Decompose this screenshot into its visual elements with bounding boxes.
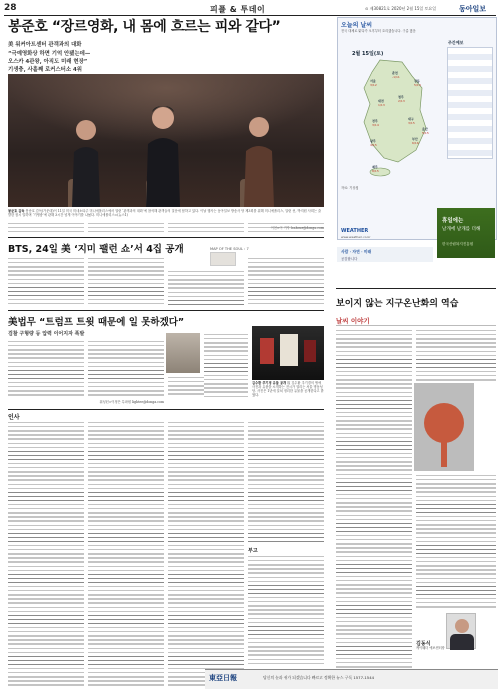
personnel-col-4 [248,421,324,543]
section-title: 피플 & 투데이 [210,5,266,14]
forest-service-ad[interactable] [437,208,495,258]
cardinal-caption [252,381,324,398]
bts-album-tag: MAP OF THE SOUL : 7 [210,247,249,251]
city-name: 부산 [412,137,418,141]
weather-source: 자료: 기상청 [341,186,359,190]
bts-body-col-2 [88,257,164,306]
footer-ad-text: 당신의 눈과 귀가 되겠습니다 빠르고 정확한 뉴스 구독 1577-1544 [263,675,375,680]
city-temperature: 5/14 [414,82,421,87]
lead-body-col-2 [88,222,164,232]
trump-body-col-2 [88,340,164,398]
weather-date: 2월 15일(토) [352,51,384,57]
trump-body-col-3 [168,376,206,398]
city-forecast [412,138,419,145]
essay-kicker: 날씨 이야기 [336,317,370,325]
essay-author-title: 케이웨더 예보센터장 [416,646,445,650]
city-temperature: -1/11 [392,74,400,79]
lead-headline: 봉준호 “장르영화, 내 몸에 흐르는 피와 같다” [8,19,281,35]
lead-caption-lead: 봉준호 감독 [8,209,25,213]
city-name: 대전 [378,99,384,103]
trump-subhead: 검찰 구형량 등 압력 이어지자 폭발 [8,331,85,337]
city-temperature: 6/16 [412,140,419,145]
city-forecast [392,72,400,79]
lead-deck-3: 기생충, 사흘째 로커스터소 4위 [8,67,82,73]
bts-body-col-4 [248,257,324,306]
lead-photo [8,74,324,207]
lead-credit: 이천=이 기자 leabour@donga.com [270,226,324,230]
person-right-figure [236,109,282,207]
ad2-line-2: 공감합니다 [341,257,358,261]
weather-notes [341,186,436,204]
city-forecast [398,96,405,103]
weather-brand: WEATHER [341,228,369,234]
ad2-line-1: 사람 · 자연 · 미래 [341,249,372,254]
city-forecast [378,100,385,107]
city-forecast [414,80,421,87]
author-photo [446,613,476,649]
footer-ad-brand: 東亞日報 [209,674,237,682]
city-temperature: 1/13 [378,102,385,107]
bts-rule [8,237,324,238]
header-rule [4,15,496,16]
lead-photo-caption [8,209,324,221]
city-name: 제주 [372,165,378,169]
city-temperature: 2/13 [398,98,405,103]
weather-label: 오늘의 날씨 [341,22,373,29]
city-forecast [422,128,429,135]
essay-col-2b [416,474,496,610]
city-forecast [370,140,377,147]
city-name: 서울 [370,79,376,83]
city-name: 광주 [370,139,376,143]
essay-photo [414,383,474,471]
ad1-line-1: 휴일에는 [442,218,464,224]
city-temperature: 3/12 [370,82,377,87]
city-name: 전주 [372,119,378,123]
weekly-forecast-label: 주간예보 [448,40,464,45]
weather-site: www.weatheri.co.kr [341,235,371,239]
bts-body-col-3 [168,270,244,306]
lead-subhead: 美 워커아트센터 관객과의 대화 [8,42,82,48]
bottom-weather-ad[interactable] [337,247,433,262]
issue-info: ⊙ 제30821호 2020년 2월 15일 토요일 [365,6,437,11]
personnel-label: 인사 [8,414,20,421]
newspaper-brand: 동아일보 [459,5,487,13]
city-name: 강릉 [414,79,420,83]
weekly-forecast-table [447,47,493,159]
lead-body-col-3 [168,222,244,232]
city-name: 대구 [408,117,414,121]
city-temperature: 4/15 [370,142,377,147]
city-forecast [372,120,379,127]
city-temperature: 5/15 [422,130,429,135]
person-left-figure [63,112,109,207]
city-name: 울산 [422,127,428,131]
barr-portrait [166,333,200,373]
trump-body-col-1 [8,340,84,398]
essay-col-1 [336,329,412,687]
lead-deck-1: “극예영화상 하면 기억 안됐는데— [8,51,91,57]
bts-headline: BTS, 24일 美 ‘지미 팰런 쇼’서 4집 공개 [8,244,184,255]
lead-deck-2: 오스카 4관왕, 아직도 미래 현장” [8,59,88,65]
cardinal-caption-text: 故 김수환 추기경의 생애 사진과 유품을 소개하는 전시가 열리는 서울 명동성당. 사진은 1년에 걸쳐 정리한 유물을 공개한다고 밝혔다. [252,381,324,398]
lead-caption-text: 봉준호 감독(가운데)이 11일 미국 미네소타주 미니애폴리스에서 열린 ‘관객과의 대화’에 참석해 관객들의 질문에 답하고 있다. 이날 행사는 동아일보 방송사 당 제3회를 위해 미니애폴리스, 알린 선, 박지원 사회는 출발한 잠시 말하며 ‘기생충’에 관해 3시간 넘게 이야기를 나눴다. 미니애폴리스=(뉴스1) [8,209,322,218]
city-name: 청주 [398,95,404,99]
cardinal-exhibit-photo [252,326,324,380]
city-temperature: 3/14 [372,122,379,127]
essay-col-2a [416,329,496,381]
bts-album-image [210,252,236,266]
ad1-line-2: 날개에 날개를 더해 [442,227,481,232]
trump-body-col-4 [204,333,248,398]
footer-ad[interactable] [205,669,498,689]
city-temperature: 8/15 [372,168,379,173]
ad1-line-3: 한국산림복지진흥원 [442,242,474,246]
person-center-figure [138,102,188,207]
trump-credit: 워싱턴=이정은 특파원 lightee@donga.com [99,400,164,404]
obituary-col [248,555,324,665]
personnel-col-3 [168,421,244,687]
weather-summary: 전국 대체로 맑다가 오후부터 흐리겠습니다. 구름 많음 [341,29,416,33]
personnel-col-1 [8,421,84,687]
essay-author: 김동식 [416,641,431,647]
trump-rule [8,310,324,311]
essay-rule [336,288,496,289]
page-number: 28 [4,3,17,13]
cardinal-caption-lead: 김수환 추기경 유품 공개 [252,381,287,385]
essay-kicker-rule [336,325,496,326]
lead-body-col-1 [8,222,84,232]
city-forecast [372,166,379,173]
bts-body-col-1 [8,257,84,306]
personnel-col-2 [88,421,164,687]
city-temperature: 3/15 [408,120,415,125]
obituary-label: 부고 [248,548,258,554]
city-name: 춘천 [392,71,398,75]
personnel-rule [8,409,324,410]
city-forecast [408,118,415,125]
trump-headline: 美법무 “트럼프 트윗 때문에 일 못하겠다” [8,317,185,328]
city-forecast [370,80,377,87]
essay-title: 보이지 않는 지구온난화의 역습 [336,299,459,309]
